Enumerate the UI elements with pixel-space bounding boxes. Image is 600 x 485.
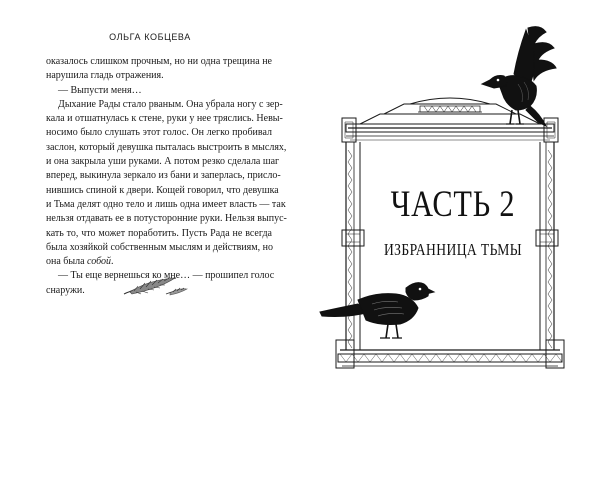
text-line: носимо было слушать этот голос. Он легко пробивал xyxy=(46,127,272,139)
text-line: была хозяйкой собственным мыслям и действиям, но xyxy=(46,241,273,253)
text-line: снаружи. xyxy=(46,284,85,296)
text-line: — Ты еще вернешься ко мне… — прошипел голос xyxy=(58,270,275,282)
text-line: кала и отшатнулась к стене, руки у нее тряслись. Невы- xyxy=(46,113,283,125)
text-line: она была собой. xyxy=(46,256,114,268)
text-line: заслон, который девушка пыталась выстроить в мыслях, xyxy=(46,141,287,153)
text-line: — Выпусти меня… xyxy=(58,84,142,96)
text-line: и Тьма делят одно тело и лишь одна имеет власть — так xyxy=(46,198,286,210)
part-title: ЧАСТЬ 2 xyxy=(390,184,516,225)
raven-icon xyxy=(468,22,568,134)
text-line: оказалось слишком прочным, но ни одна трещина не xyxy=(46,56,272,67)
text-line: нившись спиной к двери. Кощей говорил, что девушка xyxy=(46,184,279,196)
feather-icon xyxy=(120,272,200,302)
part-subtitle: ИЗБРАННИЦА ТЬМЫ xyxy=(383,240,523,259)
text-line: и она закрыла уши руками. А потом резко сделала шаг xyxy=(46,156,280,168)
text-line: кать то, что может поработить. Пусть Рада не всегда xyxy=(46,227,272,239)
raven-icon xyxy=(318,268,436,348)
text-line: вперед, выкинула зеркало из бани и заперлась, присло- xyxy=(46,170,281,182)
text-line: нельзя отдавать ее в потусторонние руки. Нельзя выпус- xyxy=(46,213,287,225)
right-page xyxy=(300,0,600,485)
text-line: Дыхание Рады стало рваным. Она убрала ногу с зер- xyxy=(58,98,283,110)
running-head: ОЛЬГА КОБЦЕВА xyxy=(109,32,191,42)
body-text xyxy=(46,55,287,298)
text-line: нарушила гладь отражения. xyxy=(46,70,164,82)
